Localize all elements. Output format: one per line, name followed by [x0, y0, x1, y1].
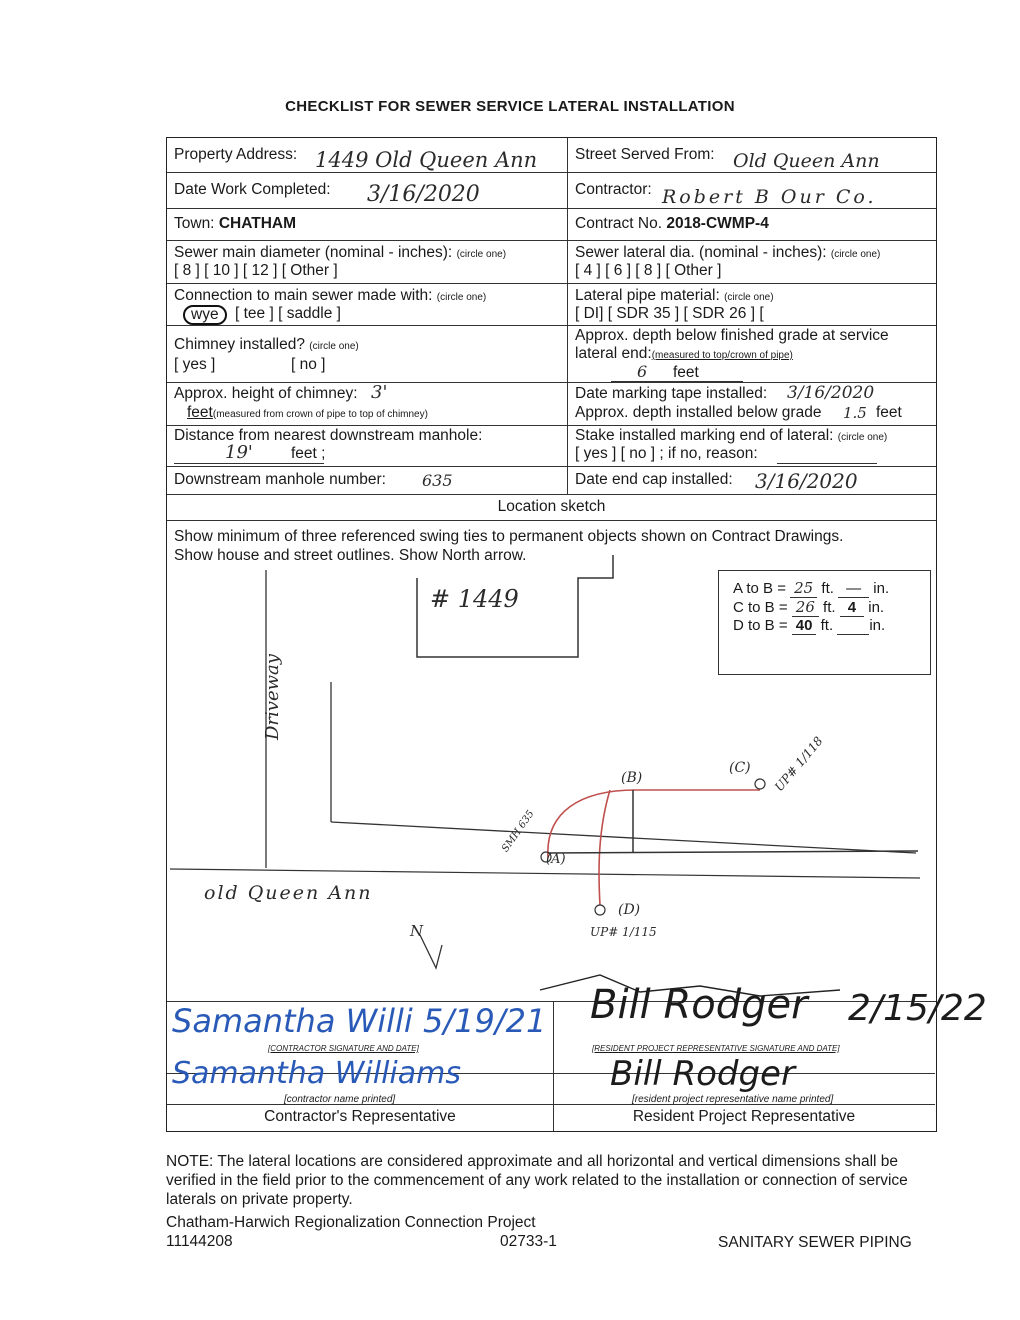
tie-in-value: 4	[840, 599, 864, 617]
lateral-pipe	[548, 790, 760, 858]
c-note: UP# 1/118	[772, 733, 826, 794]
in-unit: in.	[868, 599, 885, 616]
contractor-sig-caption: [CONTRACTOR SIGNATURE AND DATE]	[268, 1044, 419, 1053]
smh-note: SMH 635	[500, 808, 537, 855]
tie-in-value: —	[838, 580, 869, 598]
depth-label-2: lateral end:	[575, 345, 652, 362]
contractor-value: Robert B Our Co.	[662, 186, 877, 208]
lateral-material-options: [ DI] [ SDR 35 ] [ SDR 26 ] [	[575, 305, 764, 322]
contract-value: 2018-CWMP-4	[666, 215, 769, 232]
property-address-value: 1449 Old Queen Ann	[315, 148, 538, 172]
driveway-label: Driveway	[262, 654, 283, 740]
depth-installed-unit: feet	[876, 404, 902, 421]
lateral-dia-options: [ 4 ] [ 6 ] [ 8 ] [ Other ]	[575, 262, 722, 279]
contractor-name-handwritten: Samantha Williams	[172, 1056, 461, 1091]
contractor-label: Contractor:	[575, 181, 652, 198]
depth-installed-label: Approx. depth installed below grade	[575, 404, 822, 421]
chimney-label: Chimney installed?	[174, 336, 305, 353]
sketch-instructions-1: Show minimum of three referenced swing ties to permanent objects shown on Contract Drawings.	[174, 528, 844, 545]
manhole-value: 635	[422, 471, 453, 490]
sewer-main-label: Sewer main diameter (nominal - inches):	[174, 244, 453, 261]
chimney-yes: [ yes ]	[174, 356, 216, 373]
street-served-value: Old Queen Ann	[733, 150, 880, 172]
footer-section: 02733-1	[500, 1233, 557, 1250]
lateral-material-label: Lateral pipe material:	[575, 287, 720, 304]
depth-value: 6	[637, 362, 648, 381]
connection-label: Connection to main sewer made with:	[174, 287, 433, 304]
resident-signature-date: 2/15/22	[848, 988, 987, 1029]
town-value: CHATHAM	[218, 215, 297, 232]
footer-number: 11144208	[166, 1233, 233, 1250]
tie-label: D to B =	[733, 617, 788, 634]
sketch-header: Location sketch	[497, 498, 606, 515]
circle-one-note: (circle one)	[830, 249, 881, 260]
contract-label: Contract No.	[575, 215, 663, 232]
stake-options: [ yes ] [ no ] ; if no, reason:	[575, 445, 758, 462]
point-c-label: (C)	[729, 760, 751, 776]
chimney-height-value: 3'	[371, 382, 388, 403]
resident-signature: Bill Rodger	[590, 982, 808, 1028]
footer-category: SANITARY SEWER PIPING	[718, 1234, 912, 1251]
manhole-label: Downstream manhole number:	[174, 471, 386, 488]
contractor-signature: Samantha Willi 5/19/21	[172, 1002, 547, 1040]
point-a-label: (A)	[546, 852, 566, 867]
resident-role: Resident Project Representative	[632, 1108, 856, 1125]
resident-name-caption: [resident project representative name printed]	[632, 1094, 834, 1105]
connection-wye-circled: wye	[183, 305, 227, 325]
tie-ft-value: 25	[790, 579, 817, 598]
circle-one-note: (circle one)	[837, 432, 888, 443]
sewer-main-options: [ 8 ] [ 10 ] [ 12 ] [ Other ]	[174, 262, 338, 279]
lateral-pipe-branch	[599, 790, 610, 905]
point-d	[595, 905, 605, 915]
contractor-name-caption: [contractor name printed]	[284, 1094, 396, 1105]
street-edge	[170, 869, 920, 878]
resident-sig-caption: [RESIDENT PROJECT REPRESENTATIVE SIGNATURE AND DATE]	[592, 1044, 840, 1053]
stake-label: Stake installed marking end of lateral:	[575, 427, 834, 444]
point-c	[755, 779, 765, 789]
circle-one-note: (circle one)	[456, 249, 507, 260]
ft-unit: ft.	[823, 599, 836, 616]
distance-value: 19'	[225, 442, 253, 463]
marking-tape-label: Date marking tape installed:	[575, 385, 768, 402]
document-title: CHECKLIST FOR SEWER SERVICE LATERAL INSTALLATION	[285, 98, 735, 115]
tie-label: A to B =	[733, 580, 786, 597]
circle-one-note: (circle one)	[724, 292, 774, 303]
connection-options: [ tee ] [ saddle ]	[235, 305, 341, 322]
sketch-instructions-2: Show house and street outlines. Show North arrow.	[174, 547, 527, 564]
ft-unit: ft.	[820, 617, 834, 634]
lateral-note: NOTE: The lateral locations are considered approximate and all horizontal and vertical dimensions shall be verified in the field prior to the commencement of any work related to the installation or connection of service laterals on private property.	[166, 1153, 908, 1208]
in-unit: in.	[869, 617, 886, 634]
d-note: UP# 1/115	[590, 925, 657, 939]
depth-note: (measured to top/crown of pipe)	[651, 350, 793, 361]
house-label: # 1449	[430, 585, 519, 613]
point-d-label: (D)	[618, 902, 641, 918]
street-served-label: Street Served From:	[575, 146, 715, 163]
ft-unit: ft.	[821, 580, 834, 597]
chimney-height-label: Approx. height of chimney:	[174, 385, 358, 402]
north-label: N	[410, 922, 424, 940]
chimney-no: [ no ]	[291, 356, 326, 373]
property-line	[331, 822, 916, 853]
sewer-main	[548, 851, 918, 853]
footer-project: Chatham-Harwich Regionalization Connection Project	[166, 1214, 536, 1231]
point-b-label: (B)	[621, 770, 643, 786]
distance-label: Distance from nearest downstream manhole:	[174, 427, 483, 444]
street-label: old Queen Ann	[204, 882, 373, 904]
town-label: Town:	[174, 215, 215, 232]
tie-ft-value: 40	[792, 617, 817, 635]
depth-installed-value: 1.5	[843, 404, 867, 422]
date-work-value: 3/16/2020	[367, 182, 480, 207]
in-unit: in.	[873, 580, 890, 597]
depth-label-1: Approx. depth below finished grade at service	[575, 327, 889, 344]
chimney-height-note: (measured from crown of pipe to top of chimney)	[212, 409, 428, 420]
lateral-dia-label: Sewer lateral dia. (nominal - inches):	[575, 244, 827, 261]
circle-one-note: (circle one)	[309, 341, 359, 352]
contractor-role: Contractor's Representative	[264, 1108, 456, 1125]
end-cap-value: 3/16/2020	[755, 469, 858, 493]
property-address-label: Property Address:	[174, 146, 298, 163]
date-work-label: Date Work Completed:	[174, 181, 331, 198]
marking-tape-value: 3/16/2020	[787, 383, 875, 403]
tie-label: C to B =	[733, 599, 788, 616]
depth-unit: feet	[673, 364, 699, 381]
resident-name-handwritten: Bill Rodger	[610, 1054, 795, 1094]
end-cap-label: Date end cap installed:	[575, 471, 733, 488]
north-arrow-icon	[420, 935, 442, 968]
distance-unit: feet ;	[291, 445, 326, 462]
tie-ft-value: 26	[792, 598, 819, 617]
circle-one-note: (circle one)	[436, 292, 487, 303]
chimney-height-unit: feet	[187, 404, 213, 421]
